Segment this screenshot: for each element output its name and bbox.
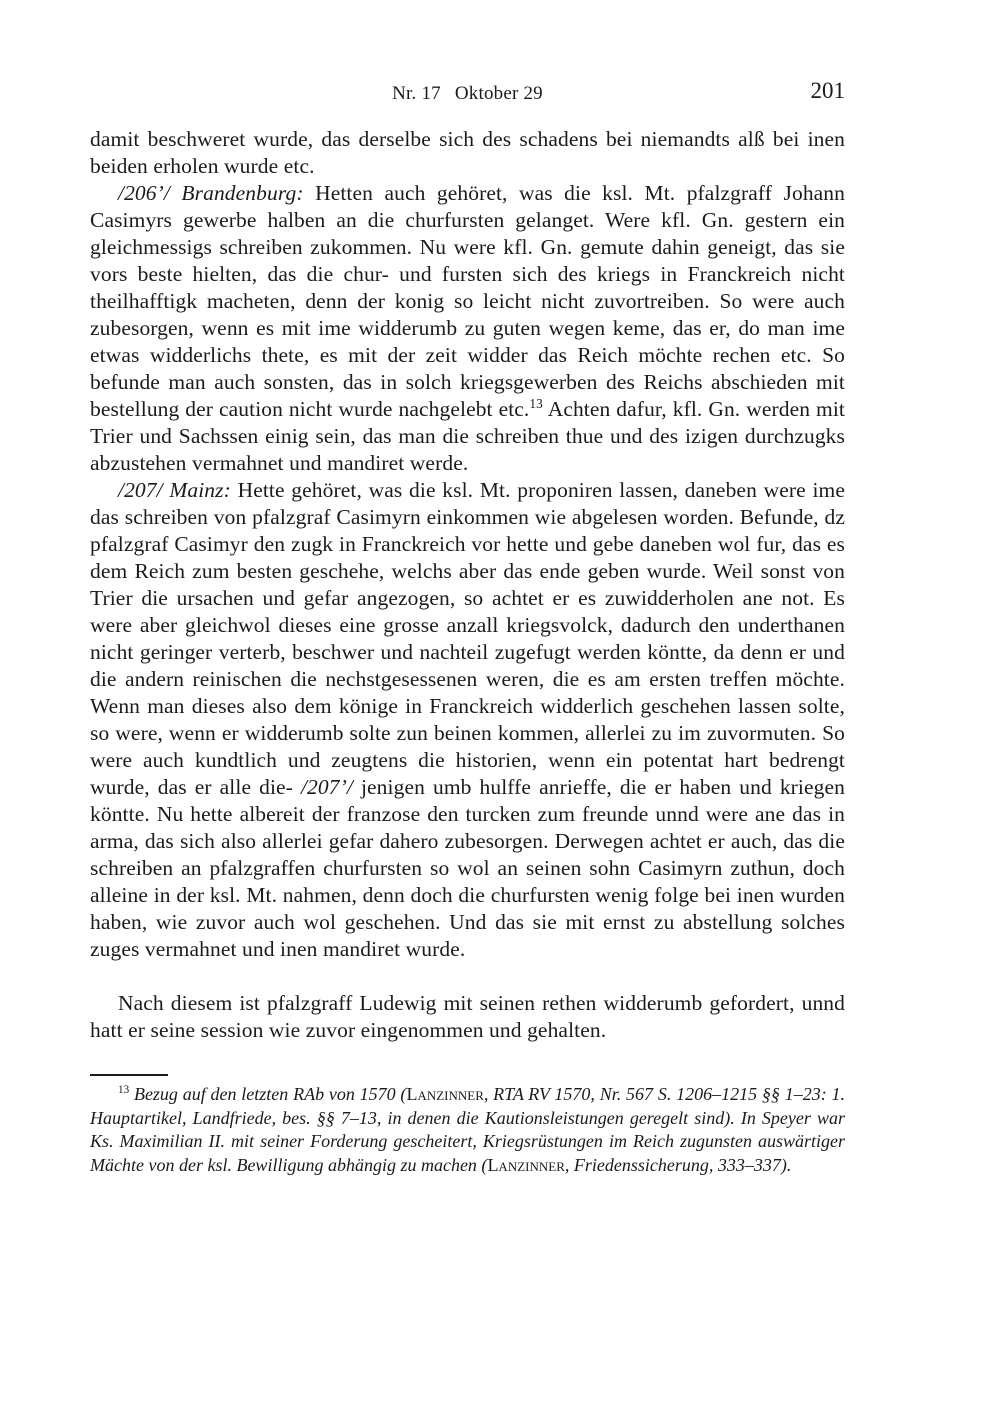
text-segment: damit beschweret wurde, das derselbe sich des schadens bei niemandts alß bei inen beiden erholen wurde etc. [90, 127, 845, 178]
doc-number-label: Nr. 17 [392, 83, 441, 104]
footnote [90, 1083, 845, 1177]
footnote-separator [90, 1074, 168, 1076]
text-segment: Lanzinner [487, 1154, 565, 1175]
text-segment: Hetten auch gehöret, was die ksl. Mt. pfalzgraff Johann Casimyrs gewerbe halben an die churfursten gelanget. Were kfl. Gn. gestern ein gleichmessigs schreiben zukommen. Nu were kfl. Gn. gemute dahin geneigt, das sie vors beste hielten, das die chur- und fursten sich des kriegs in Franckreich nicht theilhafftigk macheten, denn der konig so leicht nicht zuvortreiben. So were auch zubesorgen, wenn es mit ime widderumb zu guten wegen keme, das er, do man ime etwas widderlichs thete, es mit der zeit widder das Reich möchte rechen etc. So befunde man auch sonsten, das in solch kriegsgewerben des Reichs abschieden mit bestellung der caution nicht wurde nachgelebt etc. [90, 181, 846, 421]
text-segment: /207/ Mainz: [118, 478, 231, 502]
mainz-paragraph [90, 477, 845, 963]
text-segment: , RTA RV 1570, Nr. 567 S. 1206–1215 §§ 1–23: 1. Hauptartikel, Landfriede, bes. §§ 7–13, in denen die Kautionsleistungen geregelt sind). In Speyer war Ks. Maximilian II. mit seiner Forderung gescheitert, Kriegsrüstungen im Reich zugunsten auswärtiger Mächte von der ksl. Bewilligung abhängig zu machen ( [90, 1084, 845, 1175]
text-segment: , Friedenssicherung, 333–337). [564, 1154, 792, 1175]
text-segment: Nach diesem ist pfalzgraff Ludewig mit seinen rethen widderumb gefordert, unnd hatt er seine session wie zuvor eingenommen und gehalten. [90, 991, 845, 1042]
doc-date-label: Oktober 29 [454, 83, 543, 104]
body-text [90, 126, 845, 1044]
footnote-section [90, 1074, 845, 1177]
footnote-reference: 13 [118, 1084, 130, 1096]
text-segment: jenigen umb hulffe anrieffe, die er haben und kriegen köntte. Nu hette albereit der franzose den turcken zum freunde unnd were ane das in arma, das sich also allerlei gefar dahero zubesorgen. Derwegen achtet er auch, das die schreiben an pfalzgraffen churfursten so wol an seinen sohn Casimyrn zuthun, doch alleine in der ksl. Mt. nahmen, denn doch die churfursten wenig folge bei inen wurden haben, wie zuvor auch wol geschehen. Und das sie mit ernst zu abstellung solches zuges vermahnet und inen mandiret wurde. [90, 775, 845, 961]
text-segment: Achten dafur, kfl. Gn. werden mit Trier und Sachssen einig sein, das man die schreiben thue und des izigen durchzugks abzustehen vermahnet und mandiret werde. [90, 397, 845, 475]
text-segment: Lanzinner [406, 1084, 484, 1104]
text-segment: /206’/ Brandenburg: [118, 181, 304, 205]
text-segment: Bezug auf den letzten RAb von 1570 ( [129, 1084, 407, 1104]
footnote-reference: 13 [529, 395, 543, 411]
brandenburg-paragraph [90, 180, 845, 477]
continuation-paragraph [90, 126, 845, 180]
text-segment: /207’/ [300, 775, 353, 799]
running-head-title [90, 82, 845, 106]
closing-paragraph [90, 990, 845, 1044]
page-header [90, 78, 845, 108]
text-segment: Hette gehöret, was die ksl. Mt. proponiren lassen, daneben were ime das schreiben von pfalzgraf Casimyrn einkommen wie abgelesen worden. Befunde, dz pfalzgraf Casimyr den zugk in Franckreich vor hette und gebe daneben wol fur, das es dem Reich zum besten geschehe, welchs aber das ende geben wurde. Weil sonst von Trier die ursachen und gefar angezogen, so achtet er es zuwidderholen ane not. Es were aber gleichwol dieses eine grosse anzall kriegsvolck, dadurch den underthanen nicht geringer verterb, beschwer und nachteil zugefugt werden köntte, da denn er und die andern reinischen die nechstgesessenen weren, die es am ersten treffen möchte. Wenn man dieses also dem könige in Franckreich widderlich geschehen lassen solte, so were, wenn er widderumb solte zun beinen kommen, allerlei zu im zuvormuten. So were auch kundtlich und zeugtens die historien, wenn ein potentat hart bedrengt wurde, das er alle die- [90, 478, 845, 799]
page-number: 201 [810, 78, 845, 103]
